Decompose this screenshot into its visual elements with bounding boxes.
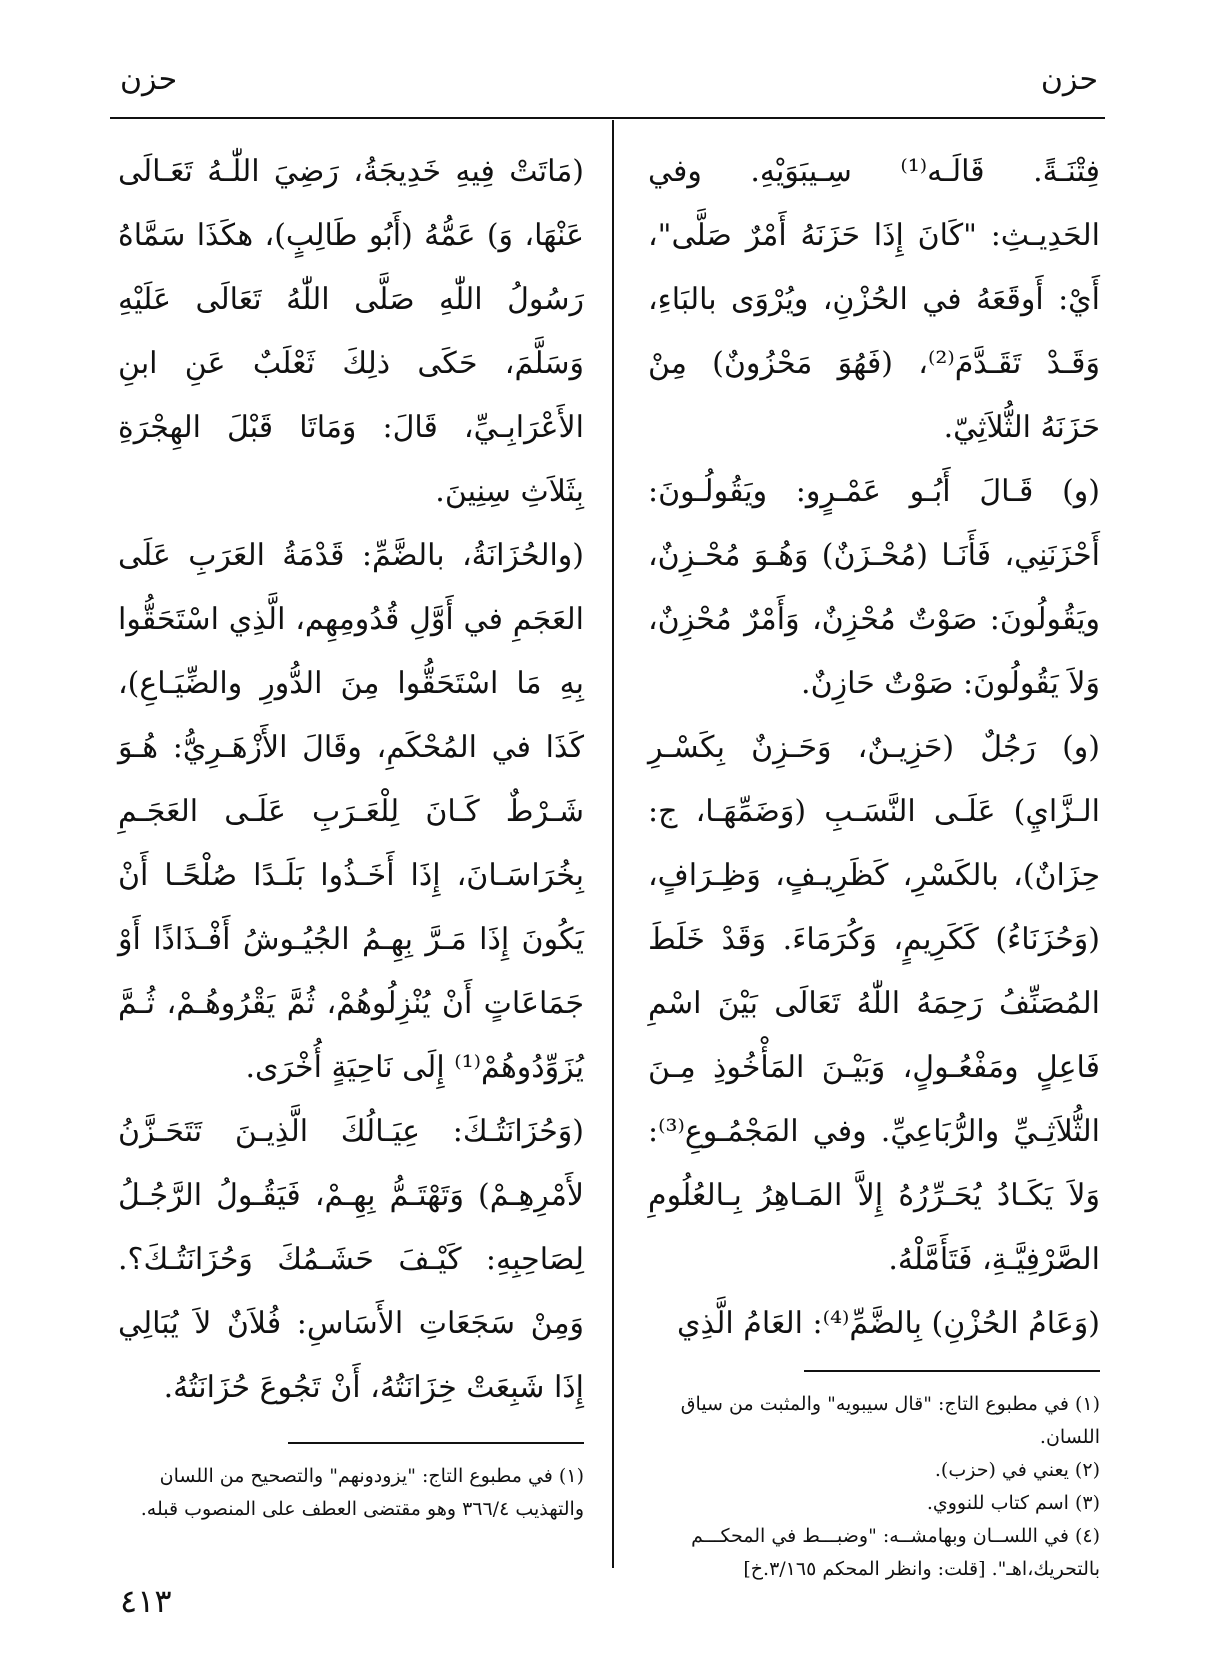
footnote-rule	[804, 1370, 1100, 1372]
paragraph: (وَعَامُ الحُزْنِ) بِالضَّمِّ⁽⁴⁾: العَامُ الَّذِي	[677, 1306, 1100, 1341]
header-rule	[110, 117, 1105, 119]
paragraph: (و) قَـالَ أَبُـو عَمْـرٍو: ويَقُولُـونَ: أَحْزَنَنِي، فَأَنَـا (مُحْـزَنٌ) وَهُـوَ مُحْـزِنٌ، ويَقُولُونَ: صَوْتٌ مُحْزِنٌ، وَأَمْرٌ مُحْزِنٌ، وَلاَ يَقُولُونَ: صَوْتٌ حَازِنٌ.	[648, 474, 1100, 701]
footnote: (٤) في اللســان وبهامشــه: "وضبـــط في المحكـــم بالتحريك،اهـ". [قلت: وانظر المحكم ٣/١٦٥.خ]	[691, 1525, 1100, 1580]
page-number: ٤١٣	[120, 1582, 172, 1620]
running-header-right: حزن	[1040, 62, 1098, 97]
footnote: (١) في مطبوع التاج: "قال سيبويه" والمثبت من سياق اللسان.	[680, 1393, 1100, 1448]
right-column	[648, 140, 1100, 1586]
paragraph: فِتْنَـةً. قَالَـه⁽¹⁾ سِـيبَوَيْهِ. وفي الحَدِيـثِ: "كَانَ إِذَا حَزَنَهُ أَمْرٌ صَلَّى"، أَيْ: أَوقَعَهُ في الحُزْنِ، ويُرْوَى بالبَاءِ، وَقَـدْ تَقَـدَّمَ⁽²⁾، (فَهُوَ مَحْزُونٌ) مِنْ حَزَنَهُ الثُّلاَثِيّ.	[648, 154, 1100, 445]
footnotes	[648, 1388, 1100, 1586]
footnote: (٢) يعني في (حزب).	[934, 1459, 1100, 1481]
running-header-left: حزن	[120, 62, 178, 97]
paragraph: (و) رَجُلٌ (حَزِيـنٌ، وَحَـزِنٌ بِكَسْـرِ الـزَّايِ) عَلَـى النَّسَـبِ (وَضَمِّهَـا، ج: حِزَانٌ)، بالكَسْرِ، كَظَرِيـفٍ، وَظِـرَافٍ، (وَحُزَنَاءُ) كَكَرِيمٍ، وَكُرَمَاءَ. وَقَدْ خَلَطَ المُصَنِّفُ رَحِمَهُ اللّٰهُ تَعَالَى بَيْنَ اسْمِ فَاعِلٍ ومَفْعُـولٍ، وَبَيْـنَ المَأْخُوذِ مِـنَ الثُّلاَثِـيِّ والرُّبَاعِيِّ. وفي المَجْمُـوعِ⁽³⁾: وَلاَ يَكَـادُ يُحَـرِّرُهُ إِلاَّ المَـاهِرُ بِـالعُلُومِ الصَّرْفِيَّـةِ، فَتَأَمَّلْهُ.	[648, 730, 1100, 1277]
paragraph: (وَحُزَانَتُـكَ: عِيَـالُكَ الَّذِيـنَ تَتَحَـزَّنُ لأَمْرِهِـمْ) وَتَهْتَـمُّ بِهِـمْ، فَيَقُـولُ الرَّجُـلُ لِصَاحِبِهِ: كَيْـفَ حَشَـمُكَ وَحُزَانَتُـكَ؟. وَمِنْ سَجَعَاتِ الأَسَاسِ: فُلاَنٌ لاَ يُبَالِي إِذَا شَبِعَتْ خِزَانَتُهُ، أَنْ تَجُوعَ حُزَانَتُهُ.	[118, 1114, 584, 1405]
footnote: (٣) اسم كتاب للنووي.	[926, 1492, 1100, 1514]
paragraph: (مَاتَتْ فِيهِ خَدِيجَةُ، رَضِيَ اللّٰـهُ تَعَـالَى عَنْهَا، وَ) عَمُّهُ (أَبُو طَالِبٍ)، هكَذَا سَمَّاهُ رَسُولُ اللّٰهِ صَلَّى اللّٰهُ تَعَالَى عَلَيْهِ وَسَلَّمَ، حَكَى ذلِكَ ثَعْلَبٌ عَنِ ابنِ الأَعْرَابِـيِّ، قَالَ: وَمَاتَا قَبْلَ الهِجْرَةِ بِثَلاَثِ سِنِينَ.	[118, 154, 584, 509]
footnote-rule	[288, 1442, 584, 1444]
left-column	[118, 140, 584, 1526]
column-divider	[612, 120, 614, 1568]
footnotes	[118, 1460, 584, 1526]
footnote: (١) في مطبوع التاج: "يزودونهم" والتصحيح من اللسان والتهذيب ٣٦٦/٤ وهو مقتضى العطف على المنصوب قبله.	[140, 1465, 584, 1520]
paragraph: (والحُزَانَةُ، بالضَّمِّ: قَدْمَةُ العَرَبِ عَلَى العَجَمِ في أَوَّلِ قُدُومِهِم، الَّذِي اسْتَحَقُّوا بِهِ مَا اسْتَحَقُّوا مِنَ الدُّورِ والضِّيَـاعِ)، كَذَا في المُحْكَمِ، وقَالَ الأَزْهَـرِيُّ: هُـوَ شَـرْطٌ كَـانَ لِلْعَـرَبِ عَلَـى العَجَـمِ بِخُرَاسَـانَ، إِذَا أَخَـذُوا بَلَـدًا صُلْحًـا أَنْ يَكُونَ إِذَا مَـرَّ بِهِـمُ الجُيُـوشُ أَفْـذَاذًا أَوْ جَمَاعَاتٍ أَنْ يُنْزِلُوهُمْ، ثُمَّ يَقْرُوهُـمْ، ثُـمَّ يُزَوِّدُوهُمْ⁽¹⁾ إِلَى نَاحِيَةٍ أُخْرَى.	[118, 538, 584, 1085]
